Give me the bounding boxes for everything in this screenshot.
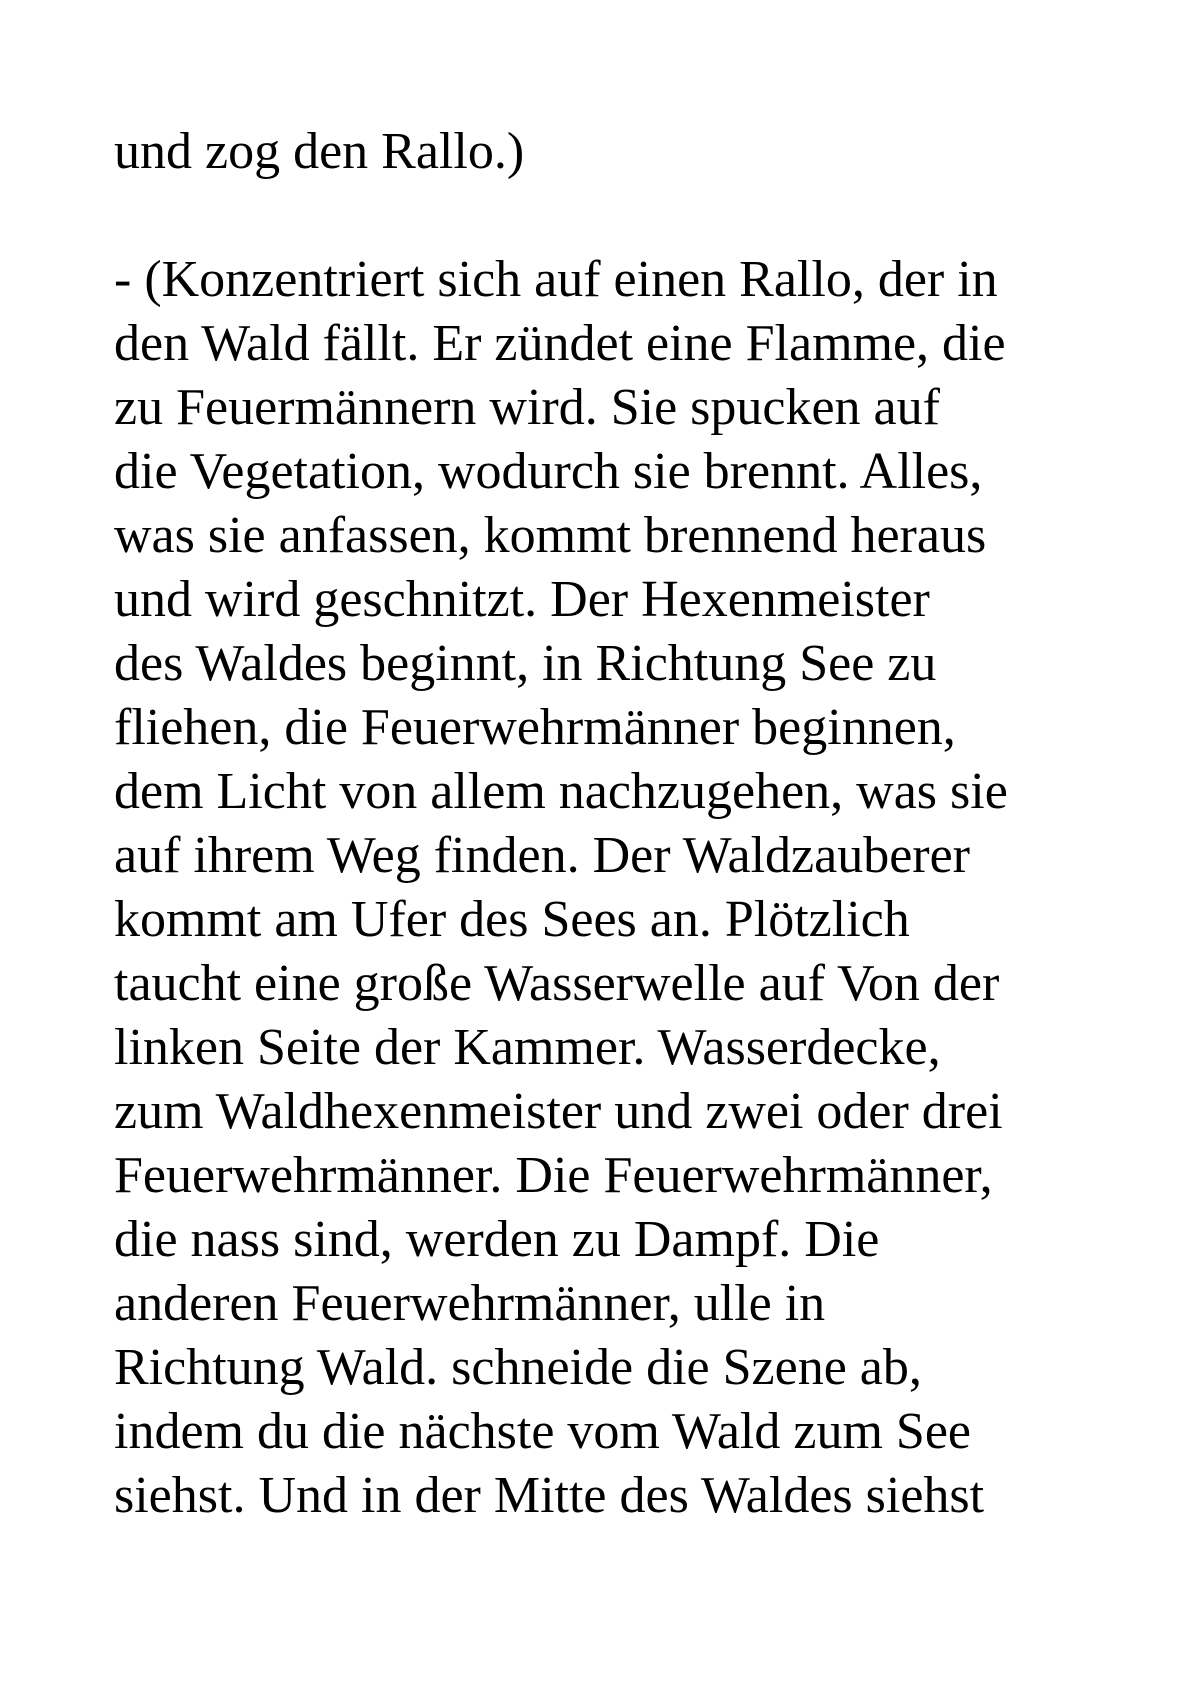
text-line: linken Seite der Kammer. Wasserdecke, xyxy=(114,1019,941,1076)
text-line: was sie anfassen, kommt brennend heraus xyxy=(114,507,987,564)
text-line: indem du die nächste vom Wald zum See xyxy=(114,1403,971,1460)
text-line: - (Konzentriert sich auf einen Rallo, der in xyxy=(114,251,998,308)
text-line: und zog den Rallo.) xyxy=(114,123,525,180)
text-line: zum Waldhexenmeister und zwei oder drei xyxy=(114,1083,1003,1140)
text-line: des Waldes beginnt, in Richtung See zu xyxy=(114,635,937,692)
text-line: den Wald fällt. Er zündet eine Flamme, die xyxy=(114,315,1006,372)
text-line: zu Feuermännern wird. Sie spucken auf xyxy=(114,379,940,436)
text-line: kommt am Ufer des Sees an. Plötzlich xyxy=(114,891,910,948)
text-line: Richtung Wald. schneide die Szene ab, xyxy=(114,1339,922,1396)
text-line: die nass sind, werden zu Dampf. Die xyxy=(114,1211,880,1268)
text-line: siehst. Und in der Mitte des Waldes siehst xyxy=(114,1467,985,1524)
text-line: die Vegetation, wodurch sie brennt. Alles, xyxy=(114,443,983,500)
text-line: und wird geschnitzt. Der Hexenmeister xyxy=(114,571,930,628)
text-line: anderen Feuerwehrmänner, ulle in xyxy=(114,1275,826,1332)
text-line: auf ihrem Weg finden. Der Waldzauberer xyxy=(114,827,970,884)
text-line: taucht eine große Wasserwelle auf Von der xyxy=(114,955,1000,1012)
text-line: Feuerwehrmänner. Die Feuerwehrmänner, xyxy=(114,1147,993,1204)
text-line: fliehen, die Feuerwehrmänner beginnen, xyxy=(114,699,956,756)
text-line: dem Licht von allem nachzugehen, was sie xyxy=(114,763,1008,820)
